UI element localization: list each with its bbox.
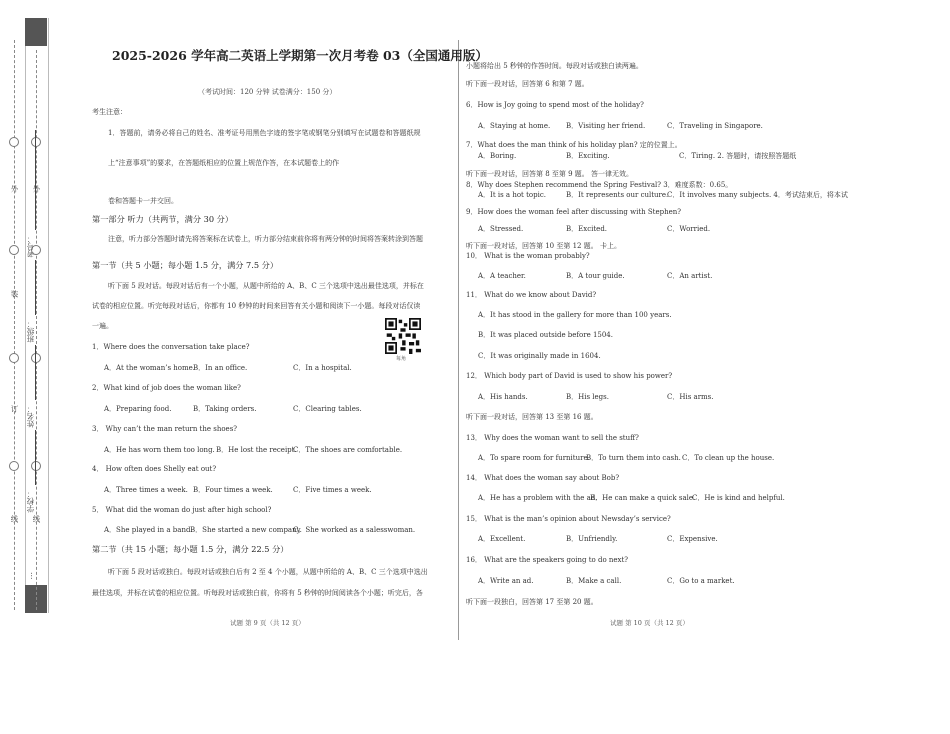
q2-option-a: A．Preparing food. <box>104 405 172 413</box>
dialogue-13-16-directions: 听下面一段对话，回答第 13 至第 16 题。 <box>466 413 598 421</box>
binding-circle <box>31 137 41 147</box>
class-field-label: 班级： <box>26 320 35 343</box>
q11-option-c: C．It was originally made in 1604. <box>478 352 601 360</box>
q5-option-c: C．She worked as a salesswoman. <box>293 526 416 534</box>
binding-dashed-line-outer <box>14 40 15 610</box>
exam-subtitle: （考试时间：120 分钟 试卷满分：150 分） <box>198 88 337 96</box>
binding-strip-top-block <box>25 18 47 46</box>
q15-option-c: C．Expensive. <box>667 535 718 543</box>
q7-option-a: A．Boring. <box>478 152 517 160</box>
q10-option-b: B．A tour guide. <box>566 272 625 280</box>
exam-number-field-line[interactable] <box>35 130 36 230</box>
q2-option-b: B．Taking orders. <box>193 405 257 413</box>
question-11: 11． What do we know about David? <box>466 291 597 299</box>
binding-circle <box>9 461 19 471</box>
dash-mark-outer: 外 <box>10 185 19 193</box>
q7-option-c: C．Tiring. 2. 答题时，请按照答题纸 <box>679 152 797 160</box>
q3-option-b: B．He lost the receipt. <box>216 446 297 454</box>
q10-option-a: A．A teacher. <box>478 272 526 280</box>
qr-code-label: 每角 <box>396 356 407 362</box>
binding-circle <box>9 353 19 363</box>
section2-heading: 第二节（共 15 小题；每小题 1.5 分，满分 22.5 分） <box>92 544 289 554</box>
q9-option-c: C．Worried. <box>667 225 711 233</box>
q13-option-a: A．To spare room for furniture. <box>478 454 590 462</box>
q2-option-c: C．Clearing tables. <box>293 405 362 413</box>
q8-option-b: B．It represents our culture. <box>566 191 669 199</box>
dialogue-10-12-directions: 听下面一段对话，回答第 10 至第 12 题。 卡上。 <box>466 242 621 250</box>
exam-number-field-label: 考号： <box>26 235 35 258</box>
q14-option-b: B．He can make a quick sale. <box>590 494 696 502</box>
q13-option-b: B．To turn them into cash. <box>586 454 681 462</box>
exam-title: 2025-2026 学年高二英语上学期第一次月考卷 03（全国通用版） <box>112 48 488 63</box>
q15-option-a: A．Excellent. <box>478 535 526 543</box>
binding-circle <box>31 461 41 471</box>
part1-note: 注意，听力部分答题时请先将答案标在试卷上，听力部分结束前你将有两分钟的时间将答案转涂到答题 <box>108 235 423 243</box>
question-7: 7．What does the man think of his holiday plan? 定的位置上。 <box>466 141 682 149</box>
q14-option-c: C．He is kind and helpful. <box>692 494 785 502</box>
q7-option-b: B．Exciting. <box>566 152 610 160</box>
section1-heading: 第一节（共 5 小题；每小题 1.5 分，满分 7.5 分） <box>92 260 279 270</box>
q14-option-a: A．He has a problem with the ad. <box>478 494 598 502</box>
school-field-label: 学校： <box>26 490 35 513</box>
name-field-label: 姓名： <box>26 405 35 428</box>
dash-mark-order: 订 <box>10 405 19 413</box>
notice-item-1a: 1．答题前，请务必将自己的姓名、准考证号用黑色字迹的签字笔或钢笔分别填写在试题卷和答题纸规 <box>108 129 421 137</box>
q10-option-c: C．An artist. <box>667 272 713 280</box>
question-13: 13． Why does the woman want to sell the stuff? <box>466 434 639 442</box>
question-14: 14． What does the woman say about Bob? <box>466 474 620 482</box>
section2-desc-a: 听下面 5 段对话或独白。每段对话或独白后有 2 至 4 个小题，从题中所给的 A、B、C 三个选项中选出 <box>108 568 428 576</box>
q1-option-c: C．In a hospital. <box>293 364 352 372</box>
question-12: 12． Which body part of David is used to show his power? <box>466 372 673 380</box>
q16-option-b: B．Make a call. <box>566 577 622 585</box>
q12-option-b: B．His legs. <box>566 393 609 401</box>
notice-item-1c: 卷和答题卡一并交回。 <box>108 197 178 205</box>
q12-option-c: C．His arms. <box>667 393 714 401</box>
question-15: 15． What is the man’s opinion about Newsday’s service? <box>466 515 671 523</box>
question-8: 8．Why does Stephen recommend the Spring Festival? 3．难度系数：0.65。 <box>466 181 733 189</box>
q3-option-c: C．The shoes are comfortable. <box>293 446 403 454</box>
q4-option-c: C．Five times a week. <box>293 486 372 494</box>
q13-option-c: C．To clean up the house. <box>682 454 775 462</box>
dash-mark-bind: 装 <box>10 290 19 298</box>
dialogue-6-7-directions: 听下面一段对话，回答第 6 和第 7 题。 <box>466 80 589 88</box>
q3-option-a: A．He has worn them too long. <box>104 446 215 454</box>
q6-option-a: A．Staying at home. <box>478 122 551 130</box>
q16-option-a: A．Write an ad. <box>478 577 534 585</box>
q11-option-a: A．It has stood in the gallery for more than 100 years. <box>478 311 672 319</box>
column-divider <box>458 40 459 640</box>
section2-intro-cont: 小题将给出 5 秒钟的作答时间。每段对话或独白读两遍。 <box>466 62 643 70</box>
binding-dashed-line-inner <box>36 50 37 610</box>
notice-title: 考生注意： <box>92 108 127 116</box>
binding-circle <box>31 353 41 363</box>
question-10: 10． What is the woman probably? <box>466 252 590 260</box>
class-field-line[interactable] <box>35 260 36 315</box>
sidebar-ellipsis: … <box>29 572 38 580</box>
question-5: 5． What did the woman do just after high school? <box>92 506 272 514</box>
question-3: 3． Why can’t the man return the shoes? <box>92 425 238 433</box>
dash-mark-line: 线 <box>10 515 19 523</box>
school-field-line[interactable] <box>35 430 36 485</box>
q4-option-b: B．Four times a week. <box>193 486 273 494</box>
left-page-footer: 试题 第 9 页（共 12 页） <box>230 619 305 627</box>
q12-option-a: A．His hands. <box>478 393 528 401</box>
q1-option-b: B．In an office. <box>193 364 248 372</box>
binding-circle <box>9 245 19 255</box>
binding-circle <box>9 137 19 147</box>
question-16: 16． What are the speakers going to do next? <box>466 556 629 564</box>
right-page-footer: 试题 第 10 页（共 12 页） <box>610 619 689 627</box>
question-9: 9．How does the woman feel after discussing with Stephen? <box>466 208 682 216</box>
qr-code-image <box>385 318 421 354</box>
q6-option-b: B．Visiting her friend. <box>566 122 646 130</box>
part1-heading: 第一部分 听力（共两节，满分 30 分） <box>92 214 234 224</box>
dash-mark-outer: 外 <box>32 185 41 193</box>
monologue-17-20-directions: 听下面一段独白，回答第 17 至第 20 题。 <box>466 598 598 606</box>
q4-option-a: A．Three times a week. <box>104 486 188 494</box>
q9-option-a: A．Stressed. <box>478 225 524 233</box>
notice-item-1b: 上“注意事项”的要求，在答题纸相应的位置上规范作答，在本试题卷上的作 <box>108 159 340 167</box>
question-6: 6．How is Joy going to spend most of the holiday? <box>466 101 644 109</box>
section1-desc-c: 一遍。 <box>92 322 113 330</box>
q15-option-b: B．Unfriendly. <box>566 535 618 543</box>
q16-option-c: C．Go to a market. <box>667 577 735 585</box>
q5-option-b: B．She started a new company. <box>190 526 302 534</box>
dash-mark-line: 线 <box>32 515 41 523</box>
question-4: 4． How often does Shelly eat out? <box>92 465 217 473</box>
section1-desc-b: 试卷的相应位置。听完每段对话后，你都有 10 秒钟的时间来回答有关小题和阅读下一小题。每段对话仅读 <box>92 302 421 310</box>
question-2: 2．What kind of job does the woman like? <box>92 384 241 392</box>
binding-strip <box>25 18 49 613</box>
q8-option-a: A．It is a hot topic. <box>478 191 546 199</box>
name-field-line[interactable] <box>35 345 36 400</box>
section2-desc-b: 最佳选项，并标在试卷的相应位置。听每段对话或独白前，你将有 5 秒钟的时间阅读各个小题；听完后，各 <box>92 589 423 597</box>
question-1: 1．Where does the conversation take place? <box>92 343 250 351</box>
q11-option-b: B．It was placed outside before 1504. <box>478 331 613 339</box>
q9-option-b: B．Excited. <box>566 225 608 233</box>
q8-option-c: C．It involves many subjects. 4．考试结束后，将本试 <box>667 191 848 199</box>
q5-option-a: A．She played in a band. <box>104 526 193 534</box>
section1-desc-a: 听下面 5 段对话。每段对话后有一个小题，从题中所给的 A、B、C 三个选项中选出最佳选项，并标在 <box>108 282 424 290</box>
q6-option-c: C．Traveling in Singapore. <box>667 122 763 130</box>
q1-option-a: A．At the woman’s home. <box>104 364 196 372</box>
dialogue-8-9-directions: 听下面一段对话，回答第 8 至第 9 题。 答一律无效。 <box>466 170 634 178</box>
